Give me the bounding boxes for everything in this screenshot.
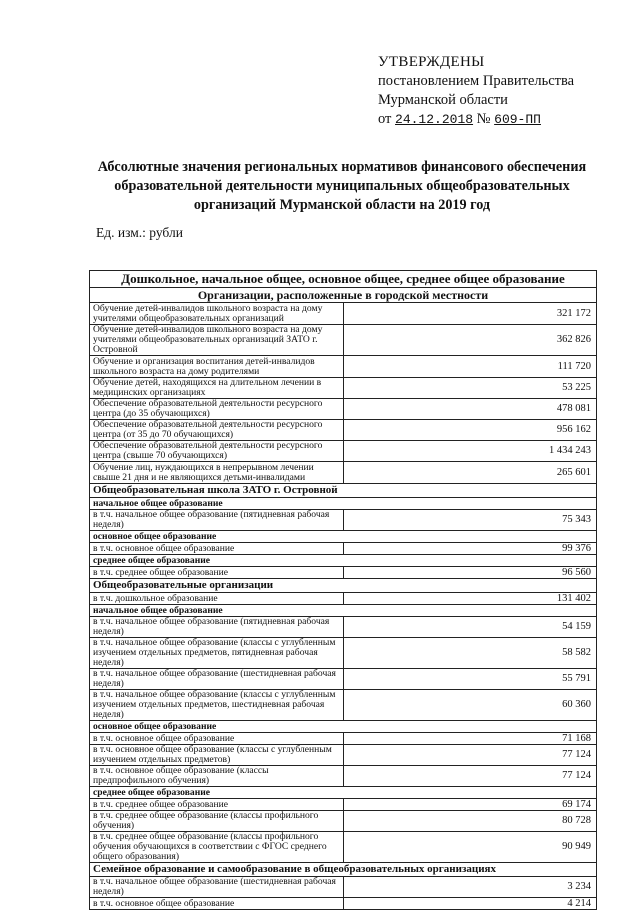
unit-label: Ед. изм.: рубли xyxy=(96,225,183,240)
section-label: Общеобразовательные организации xyxy=(90,579,597,593)
row-label: в т.ч. среднее общее образование (классы профильного обучения) xyxy=(90,811,344,832)
row-value: 265 601 xyxy=(343,462,597,484)
category-row xyxy=(90,555,597,567)
approval-heading: УТВЕРЖДЕНЫ xyxy=(378,54,485,70)
row-value: 77 124 xyxy=(343,745,597,766)
section-label: Семейное образование и самообразование в общеобразовательных организациях xyxy=(90,863,597,877)
row-value: 3 234 xyxy=(343,877,597,898)
row-label: в т.ч. основное общее образование (классы предпрофильного обучения) xyxy=(90,766,344,787)
row-value: 71 168 xyxy=(343,733,597,745)
table-row xyxy=(90,543,597,555)
category-label: начальное общее образование xyxy=(90,605,597,617)
row-value: 75 343 xyxy=(343,510,597,531)
row-value: 478 081 xyxy=(343,399,597,420)
approval-from-label: от xyxy=(378,111,392,127)
row-value: 90 949 xyxy=(343,832,597,863)
table-row xyxy=(90,593,597,605)
row-label: Обеспечение образовательной деятельности ресурсного центра (до 35 обучающихся) xyxy=(90,399,344,420)
category-row xyxy=(90,531,597,543)
section-row xyxy=(90,484,597,498)
section-row xyxy=(90,863,597,877)
row-label: в т.ч. дошкольное образование xyxy=(90,593,344,605)
table-row xyxy=(90,877,597,898)
row-value: 956 162 xyxy=(343,420,597,441)
row-value: 96 560 xyxy=(343,567,597,579)
approval-date-line xyxy=(378,110,608,129)
table-row xyxy=(90,356,597,378)
table-row xyxy=(90,303,597,325)
row-value: 53 225 xyxy=(343,378,597,399)
row-label: в т.ч. основное общее образование xyxy=(90,898,344,910)
category-row xyxy=(90,721,597,733)
approval-line-1: постановлением Правительства xyxy=(378,73,575,89)
row-label: Обеспечение образовательной деятельности ресурсного центра (от 35 до 70 обучающихся) xyxy=(90,420,344,441)
row-label: в т.ч. среднее общее образование xyxy=(90,799,344,811)
category-row xyxy=(90,605,597,617)
approval-number-label: № xyxy=(476,111,491,127)
row-label: в т.ч. основное общее образование (классы с углубленным изучением отдельных предметов) xyxy=(90,745,344,766)
row-value: 111 720 xyxy=(343,356,597,378)
table-row xyxy=(90,638,597,669)
category-label: среднее общее образование xyxy=(90,555,597,567)
table-row xyxy=(90,832,597,863)
row-value: 80 728 xyxy=(343,811,597,832)
row-label: Обучение детей-инвалидов школьного возраста на дому учителями общеобразовательных организаций ЗАТО г. Островной xyxy=(90,325,344,356)
category-label: основное общее образование xyxy=(90,721,597,733)
row-value: 4 214 xyxy=(343,898,597,910)
row-label: в т.ч. среднее общее образование (классы профильного обучения обучающихся в соответствии с ФГОС среднего общего образования) xyxy=(90,832,344,863)
row-label: в т.ч. среднее общее образование xyxy=(90,567,344,579)
table-row xyxy=(90,745,597,766)
category-label: среднее общее образование xyxy=(90,787,597,799)
category-label: основное общее образование xyxy=(90,531,597,543)
table-row xyxy=(90,811,597,832)
table-row xyxy=(90,399,597,420)
category-label: начальное общее образование xyxy=(90,498,597,510)
row-value: 99 376 xyxy=(343,543,597,555)
category-row xyxy=(90,787,597,799)
row-label: в т.ч. начальное общее образование (пятидневная рабочая неделя) xyxy=(90,510,344,531)
row-value: 77 124 xyxy=(343,766,597,787)
table-row xyxy=(90,567,597,579)
row-value: 321 172 xyxy=(343,303,597,325)
row-label: Обучение лиц, нуждающихся в непрерывном лечении свыше 21 дня и не являющихся детьми-инвалидами xyxy=(90,462,344,484)
row-label: в т.ч. начальное общее образование (шестидневная рабочая неделя) xyxy=(90,877,344,898)
section-row xyxy=(90,288,597,303)
row-value: 55 791 xyxy=(343,669,597,690)
row-value: 69 174 xyxy=(343,799,597,811)
row-value: 60 360 xyxy=(343,690,597,721)
row-label: Обучение детей, находящихся на длительном лечении в медицинских организациях xyxy=(90,378,344,399)
section-label: Организации, расположенные в городской местности xyxy=(90,288,597,303)
section-row xyxy=(90,579,597,593)
row-label: в т.ч. начальное общее образование (пятидневная рабочая неделя) xyxy=(90,617,344,638)
row-label: Обучение и организация воспитания детей-инвалидов школьного возраста на дому родителями xyxy=(90,356,344,378)
approval-line-2: Мурманской области xyxy=(378,92,508,108)
row-value: 362 826 xyxy=(343,325,597,356)
row-label: в т.ч. основное общее образование xyxy=(90,543,344,555)
table-row xyxy=(90,325,597,356)
approval-number: 609-ПП xyxy=(494,112,541,127)
row-label: Обеспечение образовательной деятельности ресурсного центра (свыше 70 обучающихся) xyxy=(90,441,344,462)
row-value: 1 434 243 xyxy=(343,441,597,462)
row-label: в т.ч. начальное общее образование (шестидневная рабочая неделя) xyxy=(90,669,344,690)
norms-table-body xyxy=(90,271,597,910)
table-header-row xyxy=(90,271,597,288)
row-value: 54 159 xyxy=(343,617,597,638)
table-row xyxy=(90,420,597,441)
row-label: в т.ч. основное общее образование xyxy=(90,733,344,745)
table-row xyxy=(90,441,597,462)
row-label: Обучение детей-инвалидов школьного возраста на дому учителями общеобразовательных организаций xyxy=(90,303,344,325)
row-value: 131 402 xyxy=(343,593,597,605)
approval-date: 24.12.2018 xyxy=(395,112,474,127)
table-row xyxy=(90,799,597,811)
table-row xyxy=(90,617,597,638)
section-label: Общеобразовательная школа ЗАТО г. Островной xyxy=(90,484,597,498)
table-row xyxy=(90,733,597,745)
table-row xyxy=(90,669,597,690)
category-row xyxy=(90,498,597,510)
table-row xyxy=(90,766,597,787)
document-title: Абсолютные значения региональных нормативов финансового обеспечения образовательной деятельности муниципальных общеобразовательных организаций Мурманской области на 2019 год xyxy=(97,159,587,213)
table-row xyxy=(90,690,597,721)
norms-table xyxy=(89,270,597,910)
row-label: в т.ч. начальное общее образование (классы с углубленным изучением отдельных предметов, шестидневная рабочая неделя) xyxy=(90,690,344,721)
approval-block xyxy=(378,53,608,129)
table-header: Дошкольное, начальное общее, основное общее, среднее общее образование xyxy=(90,271,597,288)
row-value: 58 582 xyxy=(343,638,597,669)
table-row xyxy=(90,378,597,399)
table-row xyxy=(90,510,597,531)
row-label: в т.ч. начальное общее образование (классы с углубленным изучением отдельных предметов, пятидневная рабочая неделя) xyxy=(90,638,344,669)
table-row xyxy=(90,462,597,484)
table-row xyxy=(90,898,597,910)
